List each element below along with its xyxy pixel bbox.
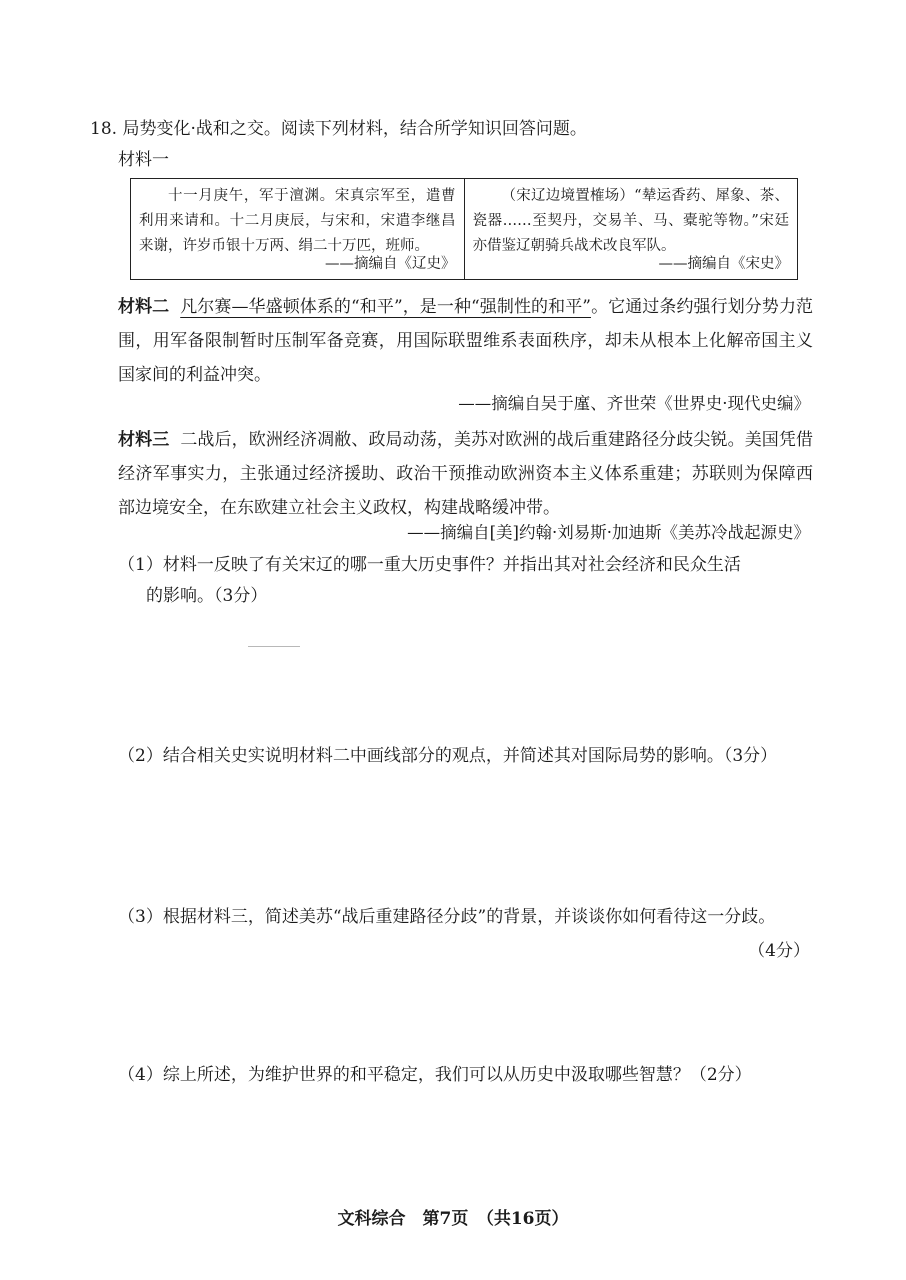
material-2-label: 材料二 <box>118 297 170 317</box>
material-1-right-text: （宋辽边境置榷场）“辇运香药、犀象、茶、瓷器……至契丹，交易羊、马、橐驼等物。”宋廷亦借鉴辽朝骑兵战术改良军队。 <box>472 188 789 254</box>
subquestion-4: （4）综上所述，为维护世界的和平稳定，我们可以从历史中汲取哪些智慧？（2分） <box>118 1065 752 1085</box>
subquestion-1-line1: （1）材料一反映了有关宋辽的哪一重大历史事件？并指出其对社会经济和民众生活 <box>118 555 741 575</box>
material-1-table <box>130 178 798 280</box>
material-3-label: 材料三 <box>118 430 170 450</box>
material-1-label: 材料一 <box>118 150 169 170</box>
subquestion-3: （3）根据材料三，简述美苏“战后重建路径分歧”的背景，并谈谈你如何看待这一分歧。 <box>118 907 776 927</box>
material-1-left-source: ——摘编自《辽史》 <box>325 256 456 272</box>
material-3-paragraph <box>118 423 813 525</box>
question-title: 18. 局势变化·战和之交。阅读下列材料，结合所学知识回答问题。 <box>90 119 587 139</box>
material-1-right-cell <box>464 179 798 279</box>
subquestion-2: （2）结合相关史实说明材料二中画线部分的观点，并简述其对国际局势的影响。（3分） <box>118 746 778 766</box>
stray-mark <box>248 646 300 647</box>
material-3-source: ——摘编自[美]约翰·刘易斯·加迪斯《美苏冷战起源史》 <box>407 523 810 542</box>
material-2-paragraph <box>118 290 813 392</box>
page-footer: 文科综合 第7页 （共16页） <box>337 1209 569 1229</box>
material-2-text: 。它通过条约强行划分势力范围，用军备限制暂时压制军备竞赛，用国际联盟维系表面秩序，却未从根本上化解帝国主义国家间的利益冲突。 <box>118 297 814 385</box>
material-2-source: ——摘编自吴于廑、齐世荣《世界史·现代史编》 <box>458 394 810 413</box>
subquestion-1-line2: 的影响。（3分） <box>146 586 268 606</box>
material-3-text: 二战后，欧洲经济凋敝、政局动荡，美苏对欧洲的战后重建路径分歧尖锐。美国凭借经济军事实力，主张通过经济援助、政治干预推动欧洲资本主义体系重建；苏联则为保障西部边境安全，在东欧建立社会主义政权，构建战略缓冲带。 <box>118 430 814 518</box>
material-1-left-cell <box>131 179 464 279</box>
subquestion-3-score: （4分） <box>748 941 810 961</box>
material-2-underlined-text: 凡尔赛—华盛顿体系的“和平”，是一种“强制性的和平” <box>180 297 591 317</box>
material-1-left-text: 十一月庚午，军于澶渊。宋真宗军至，遣曹利用来请和。十二月庚辰，与宋和，宋遣李继昌来谢，许岁币银十万两、绢二十万匹，班师。 <box>139 188 456 254</box>
subquestion-1 <box>118 550 813 612</box>
material-1-right-source: ——摘编自《宋史》 <box>658 256 789 272</box>
